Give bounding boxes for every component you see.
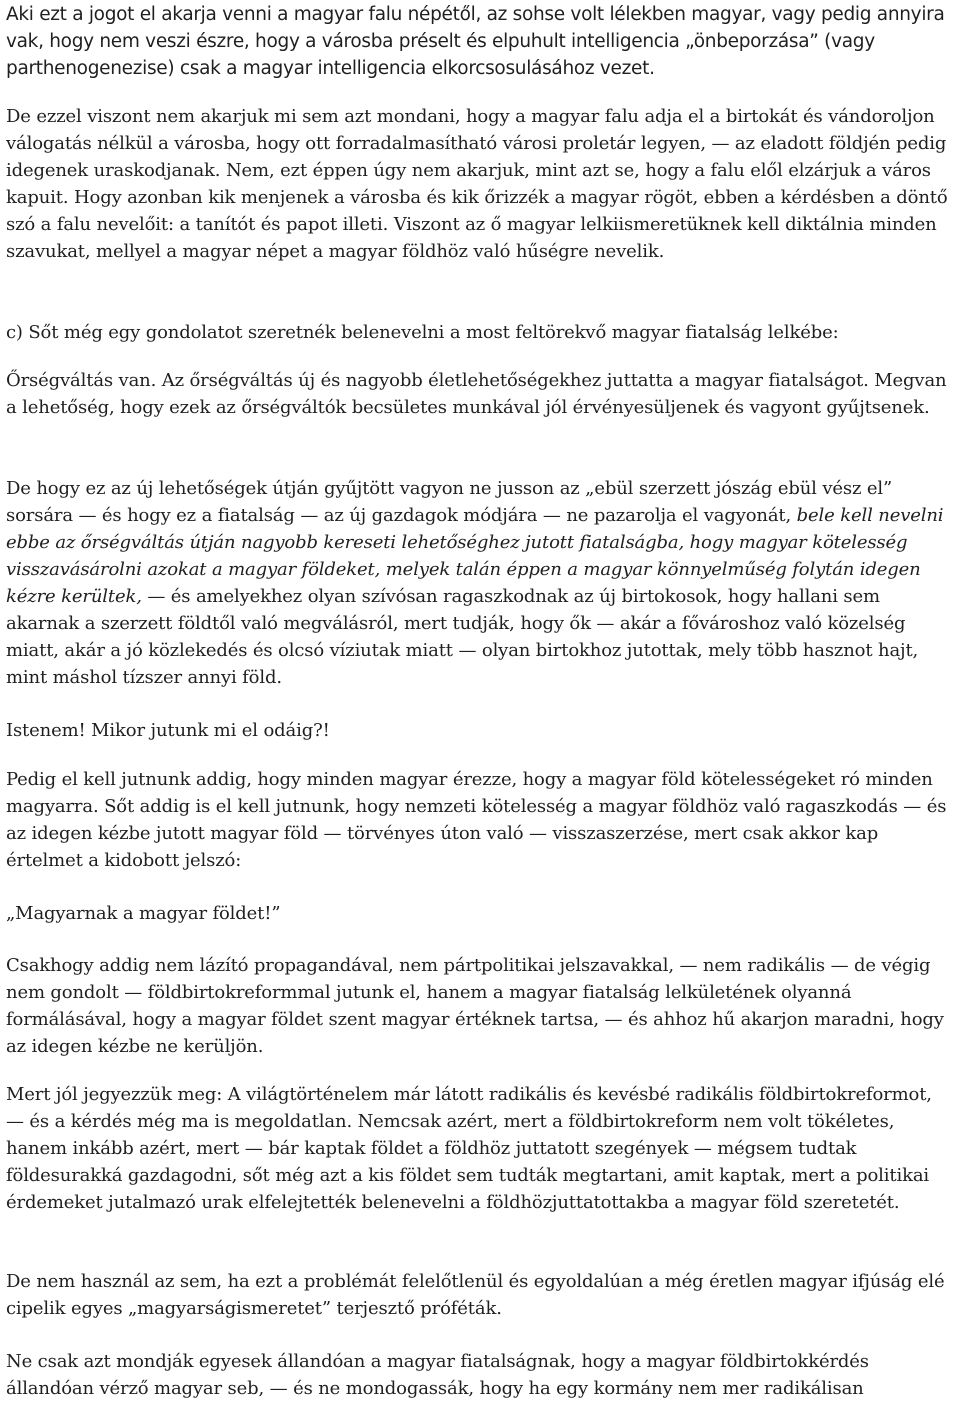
paragraph-2: De ezzel viszont nem akarjuk mi sem azt mondani, hogy a magyar falu adja el a birtokát és vándoroljon válogatás nélkül a városba, hogy ott forradalmasítható városi proletár legyen, — az eladott földjén pedig idegenek uraskodjanak. Nem, ezt éppen úgy nem akarjuk, mint azt se, hogy a falu elől elzárjuk a város kapuit. Hogy azonban kik menjenek a városba és kik őrizzék a magyar rögöt, ebben a kérdésben a döntő szó a falu nevelőit: a tanítót és papot illeti. Viszont az ő magyar lelkiismeretüknek kell diktálnia minden szavukat, mellyel a magyar népet a magyar földhöz való hűségre nevelik. — [6, 106, 948, 262]
paragraph-3: c) Sőt még egy gondolatot szeretnék belenevelni a most feltörekvő magyar fiatalság lelkébe: — [6, 322, 839, 343]
paragraph-5-italic: bele kell nevelni ebbe az őrségváltás útján nagyobb kereseti lehetőséghez jutott fiatalságba, hogy magyar kötelesség visszavásárolni azokat a magyar földeket, melyek talán éppen a magyar könnyelműség folytán idegen kézre kerültek, — [6, 505, 944, 607]
paragraph-10: Mert jól jegyezzük meg: A világtörténelem már látott radikális és kevésbé radikális földbirtokreformot, — és a kérdés még ma is megoldatlan. Nemcsak azért, mert a földbirtokreform nem volt tökéletes, hanem inkább azért, mert — bár kaptak földet a földhöz juttatott szegények — mégsem tudtak földesurakká gazdagodni, sőt még azt a kis földet sem tudták megtartani, amit kaptak, mert a politikai érdemeket jutalmazó urak elfelejtették belenevelni a földhözjuttatottakba a magyar föld szeretetét. — [6, 1084, 932, 1213]
paragraph-8: „Magyarnak a magyar földet!” — [6, 903, 281, 924]
paragraph-12: Ne csak azt mondják egyesek állandóan a magyar fiatalságnak, hogy a magyar földbirtokkérdés állandóan vérző magyar seb, — és ne mondogassák, hogy ha egy kormány nem mer radikálisan — [6, 1351, 869, 1399]
paragraph-9: Csakhogy addig nem lázító propagandával, nem pártpolitikai jelszavakkal, — nem radikális — de végig nem gondolt — földbirtokreformmal jutunk el, hanem a magyar fiatalság lelkületének olyanná formálásával, hogy a magyar földet szent magyar értéknek tartsa, — és ahhoz hű akarjon maradni, hogy az idegen kézbe ne kerüljön. — [6, 955, 944, 1057]
paragraph-7: Pedig el kell jutnunk addig, hogy minden magyar érezze, hogy a magyar föld kötelességeket ró minden magyarra. Sőt addig is el kell jutnunk, hogy nemzeti kötelesség a magyar földhöz való ragaszkodás — és az idegen kézbe jutott magyar föld — törvényes úton való — visszaszerzése, mert csak akkor kap értelmet a kidobott jelszó: — [6, 769, 947, 871]
paragraph-11: De nem használ az sem, ha ezt a problémát felelőtlenül és egyoldalúan a még éretlen magyar ifjúság elé cipelik egyes „magyarságismeretet” terjesztő próféták. — [6, 1271, 945, 1319]
paragraph-5-start: De hogy ez az új lehetőségek útján gyűjtött vagyon ne jusson az „ebül szerzett jószág ebül vész el” sorsára — és hogy ez a fiatalság — az új gazdagok módjára — ne pazarolja el vagyonát, — [6, 478, 893, 526]
paragraph-4: Őrségváltás van. Az őrségváltás új és nagyobb életlehetőségekhez juttatta a magyar fiatalságot. Megvan a lehetőség, hogy ezek az őrségváltók becsületes munkával jól érvényesüljenek és vagyont gyűjtsenek. — [6, 370, 947, 418]
paragraph-5-end: — és amelyekhez olyan szívósan ragaszkodnak az új birtokosok, hogy hallani sem akarnak a szerzett földtől való megválásról, mert tudják, hogy ők — akár a fővároshoz való közelség miatt, akár a jó közlekedés és olcsó víziutak miatt — olyan birtokhoz jutottak, mely több hasznot hajt, mint máshol tízszer annyi föld. — [6, 586, 919, 688]
paragraph-5 — [6, 475, 950, 691]
paragraph-6: Istenem! Mikor jutunk mi el odáig?! — [6, 720, 330, 741]
paragraph-1: Aki ezt a jogot el akarja venni a magyar falu népétől, az sohse volt lélekben magyar, vagy pedig annyira vak, hogy nem veszi észre, hogy a városba préselt és elpuhult intelligencia „önbeporzása” (vagy parthenogenezise) csak a magyar intelligencia elkorcsosulásához vezet. — [6, 4, 945, 79]
